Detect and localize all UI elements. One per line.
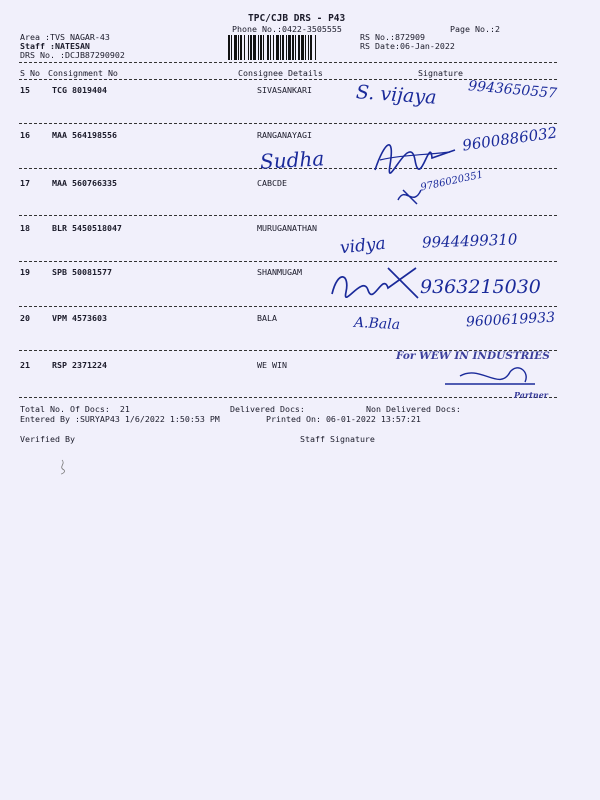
row-sno: 17 [20,178,30,188]
page-number: Page No.:2 [450,24,500,34]
total-docs: Total No. Of Docs: 21 [20,404,130,414]
rs-date: RS Date:06-Jan-2022 [360,41,455,51]
row-sno: 21 [20,360,30,370]
row-consignee: SIVASANKARI [257,85,312,95]
row-sno: 18 [20,223,30,233]
row-sno: 20 [20,313,30,323]
row-consignee: SHANMUGAM [257,267,302,277]
row-sno: 16 [20,130,30,140]
rs-number: RS No.:872909 [360,32,425,42]
col-header-consignment: Consignment No [48,68,118,78]
col-header-signature: Signature [418,68,463,78]
handwritten-signature: vidya [339,233,387,259]
report-title: TPC/CJB DRS - P43 [248,13,346,24]
non-delivered-docs: Non Delivered Docs: [366,404,461,414]
col-header-consignee: Consignee Details [238,68,323,78]
handwritten-scribble-signature [328,264,420,304]
handwritten-phone: 9363215030 [420,276,541,298]
barcode [228,35,354,60]
divider [19,261,557,262]
row-consignment: VPM 4573603 [52,313,107,323]
phone-number: Phone No.:0422-3505555 [232,24,342,34]
handwritten-phone: 9944499310 [421,230,518,252]
divider [19,397,557,398]
row-consignment: TCG 8019404 [52,85,107,95]
row-consignment: BLR 5450518047 [52,223,122,233]
divider [19,62,557,63]
staff-signature-label: Staff Signature [300,434,375,444]
handwritten-signature: Sudha [259,146,325,174]
row-consignment: MAA 564198556 [52,130,117,140]
handwritten-signature: S. vijaya [355,81,438,109]
drs-number: DRS No. :DCJB87290902 [20,50,125,60]
printed-on: Printed On: 06-01-2022 13:57:21 [266,414,421,424]
handwritten-phone: 9943650557 [467,78,558,102]
divider [19,306,557,307]
handwritten-scribble-signature [370,130,460,180]
handwritten-phone: 9786020351 [419,169,485,194]
handwritten-phone: 9600886032 [461,123,559,155]
row-consignment: SPB 50081577 [52,267,112,277]
handwritten-signature: A.Bala [353,314,401,334]
row-consignment: MAA 560766335 [52,178,117,188]
divider [19,123,557,124]
handwritten-phone: 9600619933 [465,309,556,331]
row-sno: 15 [20,85,30,95]
row-consignee: MURUGANATHAN [257,223,317,233]
scan-speck [56,458,70,476]
staff-label: Staff :NATESAN [20,41,90,51]
row-consignee: RANGANAYAGI [257,130,312,140]
row-consignee: CABCDE [257,178,287,188]
row-consignment: RSP 2371224 [52,360,107,370]
stamp-role: Partner [514,390,549,400]
row-consignee: WE WIN [257,360,287,370]
company-stamp-text: For WEW IN INDUSTRIES [396,350,550,362]
barcode-bar [315,35,316,60]
row-consignee: BALA [257,313,277,323]
divider [19,215,557,216]
verified-by: Verified By [20,434,75,444]
area-label: Area :TVS NAGAR-43 [20,32,110,42]
entered-by: Entered By :SURYAP43 1/6/2022 1:50:53 PM [20,414,220,424]
row-sno: 19 [20,267,30,277]
col-header-sno: S No [20,68,40,78]
delivered-docs: Delivered Docs: [230,404,305,414]
